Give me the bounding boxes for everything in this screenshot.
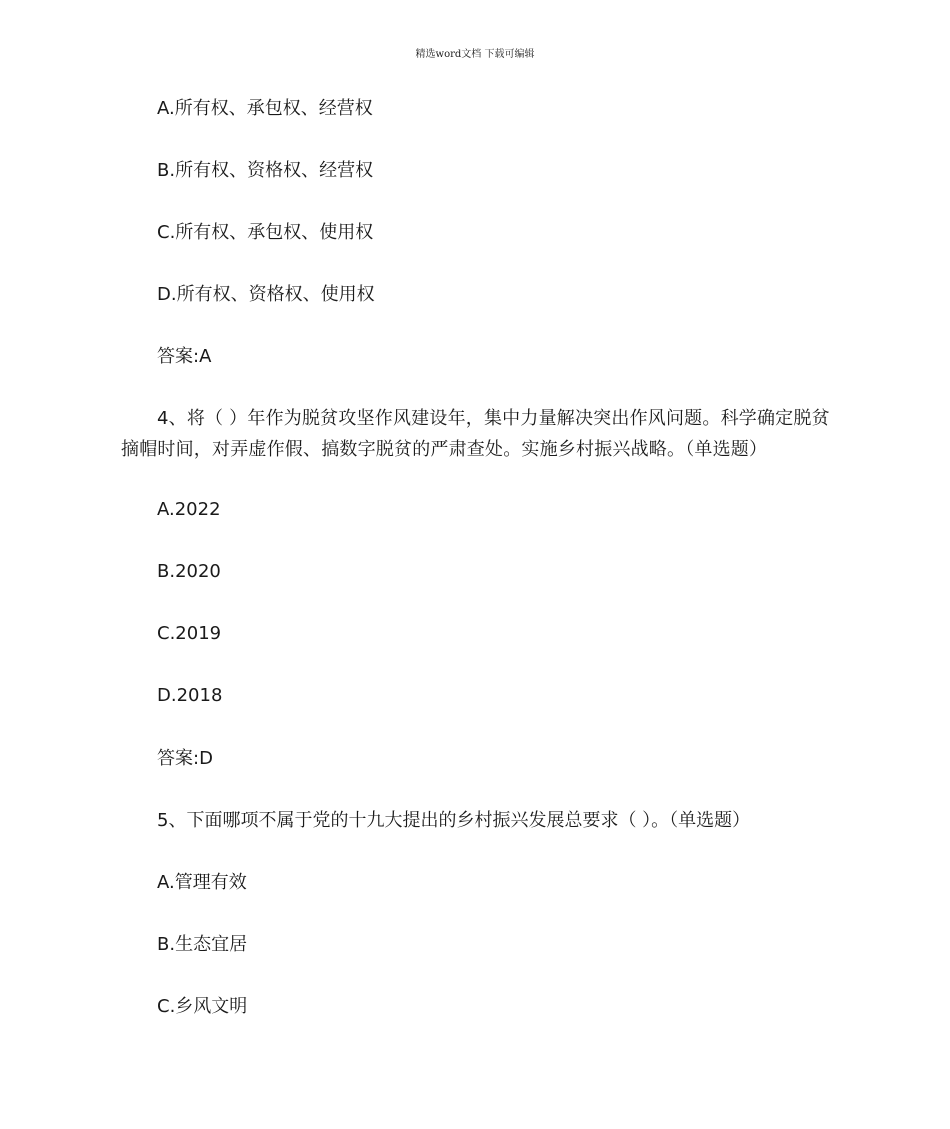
q3-option-b: B.所有权、资格权、经营权 bbox=[157, 160, 374, 181]
q4-question: 4、将（ ）年作为脱贫攻坚作风建设年，集中力量解决突出作风问题。科学确定脱贫摘帽时间，对弄虚作假、搞数字脱贫的严肃查处。实施乡村振兴战略。（单选题） bbox=[121, 408, 830, 460]
q5-option-a: A.管理有效 bbox=[157, 872, 247, 893]
q3-option-d: D.所有权、资格权、使用权 bbox=[157, 284, 375, 305]
q5-option-c: C.乡风文明 bbox=[157, 996, 248, 1017]
q3-option-a: A.所有权、承包权、经营权 bbox=[157, 98, 373, 119]
q5-question: 5、下面哪项不属于党的十九大提出的乡村振兴发展总要求（ ）。（单选题） bbox=[157, 810, 751, 831]
q4-answer: 答案:D bbox=[157, 748, 213, 769]
q4-option-d: D.2018 bbox=[157, 685, 223, 706]
q4-option-b: B.2020 bbox=[157, 561, 221, 582]
q4-option-a: A.2022 bbox=[157, 499, 221, 520]
q5-option-b: B.生态宜居 bbox=[157, 934, 248, 955]
page-header: 精选word文档 下载可编辑 bbox=[415, 49, 535, 60]
q3-answer: 答案:A bbox=[157, 346, 212, 367]
q4-option-c: C.2019 bbox=[157, 623, 222, 644]
q3-option-c: C.所有权、承包权、使用权 bbox=[157, 222, 374, 243]
